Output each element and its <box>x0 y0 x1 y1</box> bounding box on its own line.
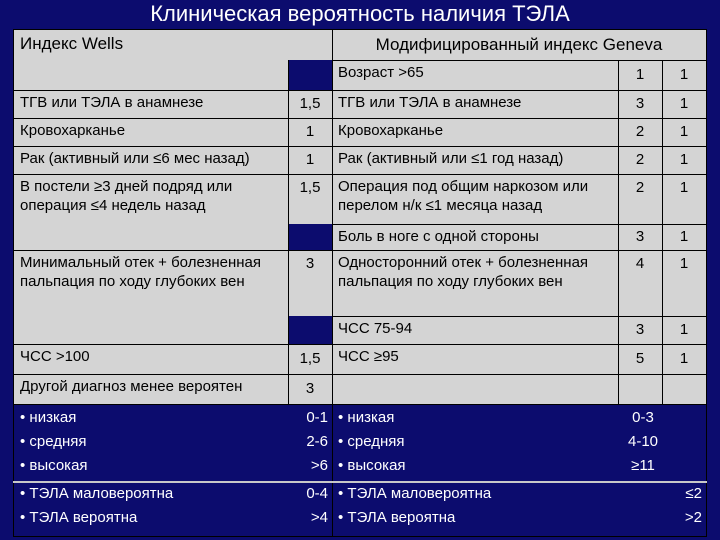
geneva-simple-points <box>662 316 706 344</box>
slide-title: Клиническая вероятность наличия ТЭЛА <box>150 1 570 26</box>
geneva-points-value: 2 <box>635 123 645 140</box>
geneva-criterion <box>332 250 618 316</box>
wells-likely-value: >4 <box>310 509 328 526</box>
geneva-medium-label: • средняя <box>338 433 405 450</box>
geneva-three-level-labels <box>332 404 618 480</box>
wells-points-value: 1,5 <box>299 179 321 196</box>
geneva-points <box>618 60 662 90</box>
geneva-criterion-text: Кровохарканье <box>338 122 444 139</box>
grid-line <box>332 29 333 537</box>
wells-unlikely-label: • ТЭЛА маловероятна <box>20 485 174 502</box>
wells-points <box>288 374 332 404</box>
geneva-points <box>618 316 662 344</box>
geneva-simple-points <box>662 118 706 146</box>
wells-points <box>288 118 332 146</box>
geneva-simple-points <box>662 174 706 224</box>
geneva-criterion-text: ТГВ или ТЭЛА в анамнезе <box>338 94 522 111</box>
grid-line <box>13 250 707 251</box>
wells-criterion-text: Другой диагноз менее вероятен <box>20 378 243 395</box>
geneva-unlikely-label: • ТЭЛА маловероятна <box>338 485 492 502</box>
grid-line <box>13 481 707 483</box>
geneva-criterion <box>332 90 618 118</box>
geneva-points-value: 1 <box>635 66 645 83</box>
grid-line <box>13 344 707 345</box>
grid-line <box>13 174 707 175</box>
wells-criterion-text: Рак (активный или ≤6 мес назад) <box>20 150 250 167</box>
geneva-likely-value: >2 <box>684 509 702 526</box>
geneva-points-value: 3 <box>635 95 645 112</box>
geneva-points <box>618 90 662 118</box>
grid-line <box>13 118 707 119</box>
geneva-simple-value: 1 <box>679 321 689 338</box>
wells-points-value: 3 <box>305 255 315 272</box>
geneva-simple-value: 1 <box>679 179 689 196</box>
geneva-criterion <box>332 174 618 224</box>
header-geneva <box>332 30 706 60</box>
geneva-simple-points <box>662 90 706 118</box>
geneva-simple-value: 1 <box>679 95 689 112</box>
geneva-two-level-labels <box>332 482 618 536</box>
header-wells-label: Индекс Wells <box>20 34 124 53</box>
grid-line <box>13 404 707 405</box>
wells-medium-value: 2-6 <box>306 433 328 450</box>
wells-likely-label: • ТЭЛА вероятна <box>20 509 138 526</box>
geneva-simple-value: 1 <box>679 350 689 367</box>
wells-points <box>288 250 332 316</box>
wells-high-value: >6 <box>310 457 328 474</box>
geneva-points <box>618 344 662 374</box>
geneva-medium-value: 4-10 <box>627 433 659 450</box>
geneva-simple-value: 1 <box>679 255 689 272</box>
wells-points-value: 1 <box>305 151 315 168</box>
grid-line <box>662 60 663 404</box>
wells-points-empty <box>288 224 332 250</box>
wells-empty-cell <box>14 316 288 344</box>
geneva-criterion <box>332 224 618 250</box>
grid-line <box>618 60 619 404</box>
wells-criterion-text: ЧСС >100 <box>20 348 90 365</box>
geneva-simple-points <box>662 224 706 250</box>
wells-points <box>288 174 332 224</box>
geneva-points <box>618 146 662 174</box>
header-wells <box>14 30 332 60</box>
wells-low-label: • низкая <box>20 409 77 426</box>
grid-line <box>288 60 289 404</box>
geneva-points-value: 5 <box>635 350 645 367</box>
geneva-high-label: • высокая <box>338 457 406 474</box>
geneva-high-value: ≥11 <box>631 457 655 474</box>
wells-criterion <box>14 118 288 146</box>
wells-empty-cell <box>14 224 288 250</box>
grid-line <box>13 90 707 91</box>
geneva-empty-cell <box>332 374 618 404</box>
geneva-simple-points <box>662 146 706 174</box>
wells-criterion <box>14 174 288 224</box>
geneva-low-label: • низкая <box>338 409 395 426</box>
wells-three-level-labels <box>14 404 288 480</box>
wells-criterion <box>14 374 288 404</box>
geneva-points <box>618 250 662 316</box>
wells-points <box>288 90 332 118</box>
grid-line <box>13 374 707 375</box>
grid-line <box>332 60 707 61</box>
wells-low-value: 0-1 <box>306 409 328 426</box>
wells-criterion <box>14 90 288 118</box>
geneva-criterion <box>332 344 618 374</box>
geneva-criterion-text: Односторонний отек + болезненная пальпация по ходу глубоких вен <box>338 254 589 290</box>
wells-two-level-values <box>288 482 332 536</box>
wells-points <box>288 146 332 174</box>
geneva-criterion <box>332 118 618 146</box>
geneva-simple-value: 1 <box>679 151 689 168</box>
geneva-points-value: 4 <box>635 255 645 272</box>
geneva-points <box>618 118 662 146</box>
geneva-criterion-text: Рак (активный или ≤1 год назад) <box>338 150 564 167</box>
wells-unlikely-value: 0-4 <box>306 485 328 502</box>
geneva-unlikely-value: ≤2 <box>685 485 702 502</box>
geneva-points-value: 2 <box>635 151 645 168</box>
geneva-two-level-values <box>650 482 706 536</box>
wells-criterion <box>14 250 288 316</box>
geneva-criterion <box>332 146 618 174</box>
grid-line <box>13 536 707 537</box>
grid-line <box>13 146 707 147</box>
geneva-criterion-text: Операция под общим наркозом или перелом н/к ≤1 месяца назад <box>338 178 589 214</box>
wells-points-value: 3 <box>305 380 315 397</box>
geneva-points <box>618 174 662 224</box>
wells-points-value: 1 <box>305 123 315 140</box>
wells-criterion-text: В постели ≥3 дней подряд или операция ≤4 недель назад <box>20 178 233 214</box>
geneva-criterion-text: ЧСС 75-94 <box>338 320 413 337</box>
geneva-criterion <box>332 60 618 90</box>
geneva-simple-value: 1 <box>679 66 689 83</box>
geneva-points-value: 3 <box>635 228 645 245</box>
geneva-empty-cell <box>662 374 706 404</box>
wells-criterion-text: Минимальный отек + болезненная пальпация по ходу глубоких вен <box>20 254 261 290</box>
wells-criterion <box>14 146 288 174</box>
geneva-simple-points <box>662 344 706 374</box>
geneva-empty-cell <box>618 374 662 404</box>
grid-line <box>332 224 707 225</box>
wells-empty-cell <box>14 60 288 90</box>
grid-line <box>332 316 707 317</box>
wells-points-value: 1,5 <box>299 95 321 112</box>
geneva-points-value: 2 <box>635 179 645 196</box>
wells-points <box>288 344 332 374</box>
geneva-points <box>618 224 662 250</box>
geneva-simple-points <box>662 60 706 90</box>
wells-medium-label: • средняя <box>20 433 87 450</box>
geneva-low-value: 0-3 <box>632 409 654 426</box>
geneva-criterion-text: Боль в ноге с одной стороны <box>338 228 539 245</box>
geneva-criterion-text: Возраст >65 <box>338 64 424 81</box>
geneva-simple-value: 1 <box>679 228 689 245</box>
header-geneva-label: Модифицированный индекс Geneva <box>375 35 663 54</box>
geneva-points-value: 3 <box>635 321 645 338</box>
wells-high-label: • высокая <box>20 457 88 474</box>
wells-criterion <box>14 344 288 374</box>
wells-points-value: 1,5 <box>299 350 321 367</box>
wells-three-level-values <box>288 404 332 480</box>
geneva-likely-label: • ТЭЛА вероятна <box>338 509 456 526</box>
geneva-simple-points <box>662 250 706 316</box>
wells-criterion-text: ТГВ или ТЭЛА в анамнезе <box>20 94 204 111</box>
wells-criterion-text: Кровохарканье <box>20 122 126 139</box>
grid-line <box>706 29 707 537</box>
grid-line <box>13 29 707 30</box>
wells-points-empty <box>288 60 332 90</box>
grid-line <box>13 29 14 537</box>
geneva-criterion <box>332 316 618 344</box>
wells-points-empty <box>288 316 332 344</box>
wells-two-level-labels <box>14 482 288 536</box>
geneva-three-level-values <box>610 404 676 480</box>
geneva-criterion-text: ЧСС ≥95 <box>338 348 399 365</box>
geneva-simple-value: 1 <box>679 123 689 140</box>
